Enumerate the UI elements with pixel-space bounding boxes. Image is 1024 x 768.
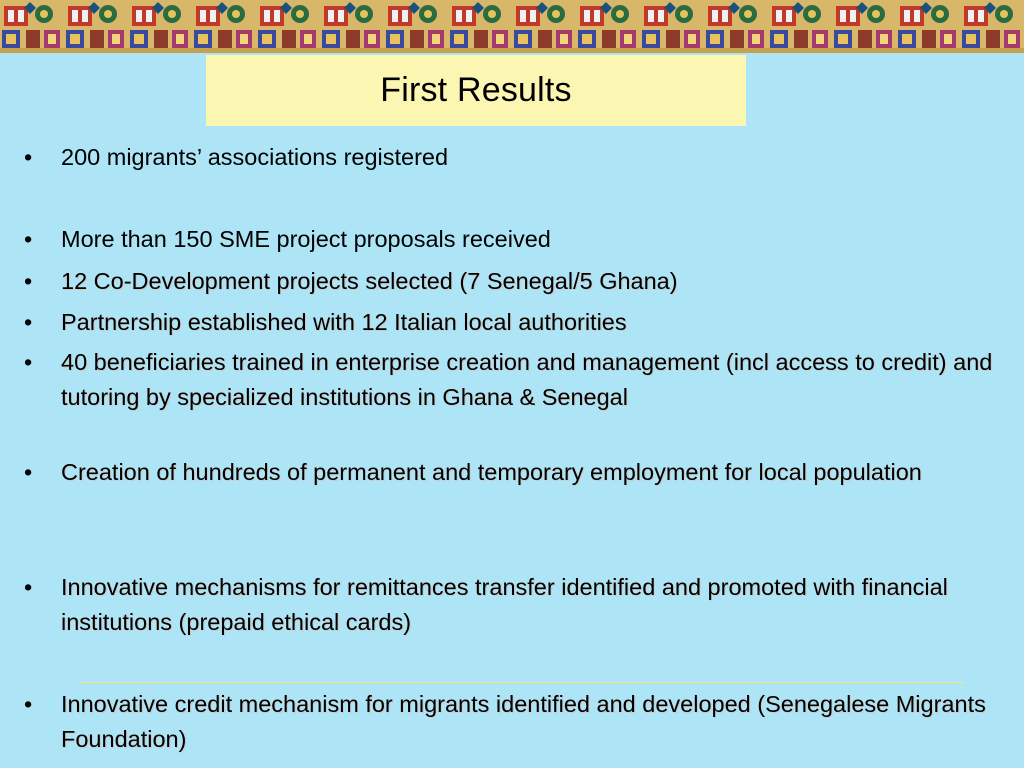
decorative-banner <box>0 0 1024 53</box>
bullet-text: Innovative mechanisms for remittances transfer identified and promoted with financial institutions (prepaid ethical cards) <box>61 574 948 635</box>
bullet-text: Creation of hundreds of permanent and temporary employment for local population <box>61 459 922 485</box>
bullet-text: 40 beneficiaries trained in enterprise creation and management (incl access to credit) and tutoring by specialized institutions in Ghana & Senegal <box>61 349 993 410</box>
bullet-text: Partnership established with 12 Italian local authorities <box>61 309 627 335</box>
bullet-item-8 <box>24 687 1004 756</box>
bullet-marker: • <box>24 144 33 170</box>
bullet-item-7 <box>24 570 1004 639</box>
bullet-marker: • <box>24 691 33 717</box>
bullet-text: Innovative credit mechanism for migrants identified and developed (Senegalese Migrants Foundation) <box>61 691 986 752</box>
bullet-text: 200 migrants’ associations registered <box>61 144 449 170</box>
title-box <box>206 55 746 126</box>
bullet-item-1 <box>24 140 1004 175</box>
bullet-item-4 <box>24 305 1004 340</box>
bullet-item-3 <box>24 264 1004 299</box>
slide-title: First Results <box>380 71 572 109</box>
bullet-marker: • <box>24 309 33 335</box>
bullet-item-6 <box>24 455 1004 490</box>
bullet-marker: • <box>24 574 33 600</box>
bullet-marker: • <box>24 226 33 252</box>
bullet-item-5 <box>24 345 1004 414</box>
bullet-text: More than 150 SME project proposals received <box>61 226 551 252</box>
bullet-marker: • <box>24 459 33 485</box>
divider-line <box>78 682 964 683</box>
bullet-item-2 <box>24 222 1004 257</box>
bullet-marker: • <box>24 268 33 294</box>
bullet-text: 12 Co-Development projects selected (7 Senegal/5 Ghana) <box>61 268 678 294</box>
bullet-marker: • <box>24 349 33 375</box>
